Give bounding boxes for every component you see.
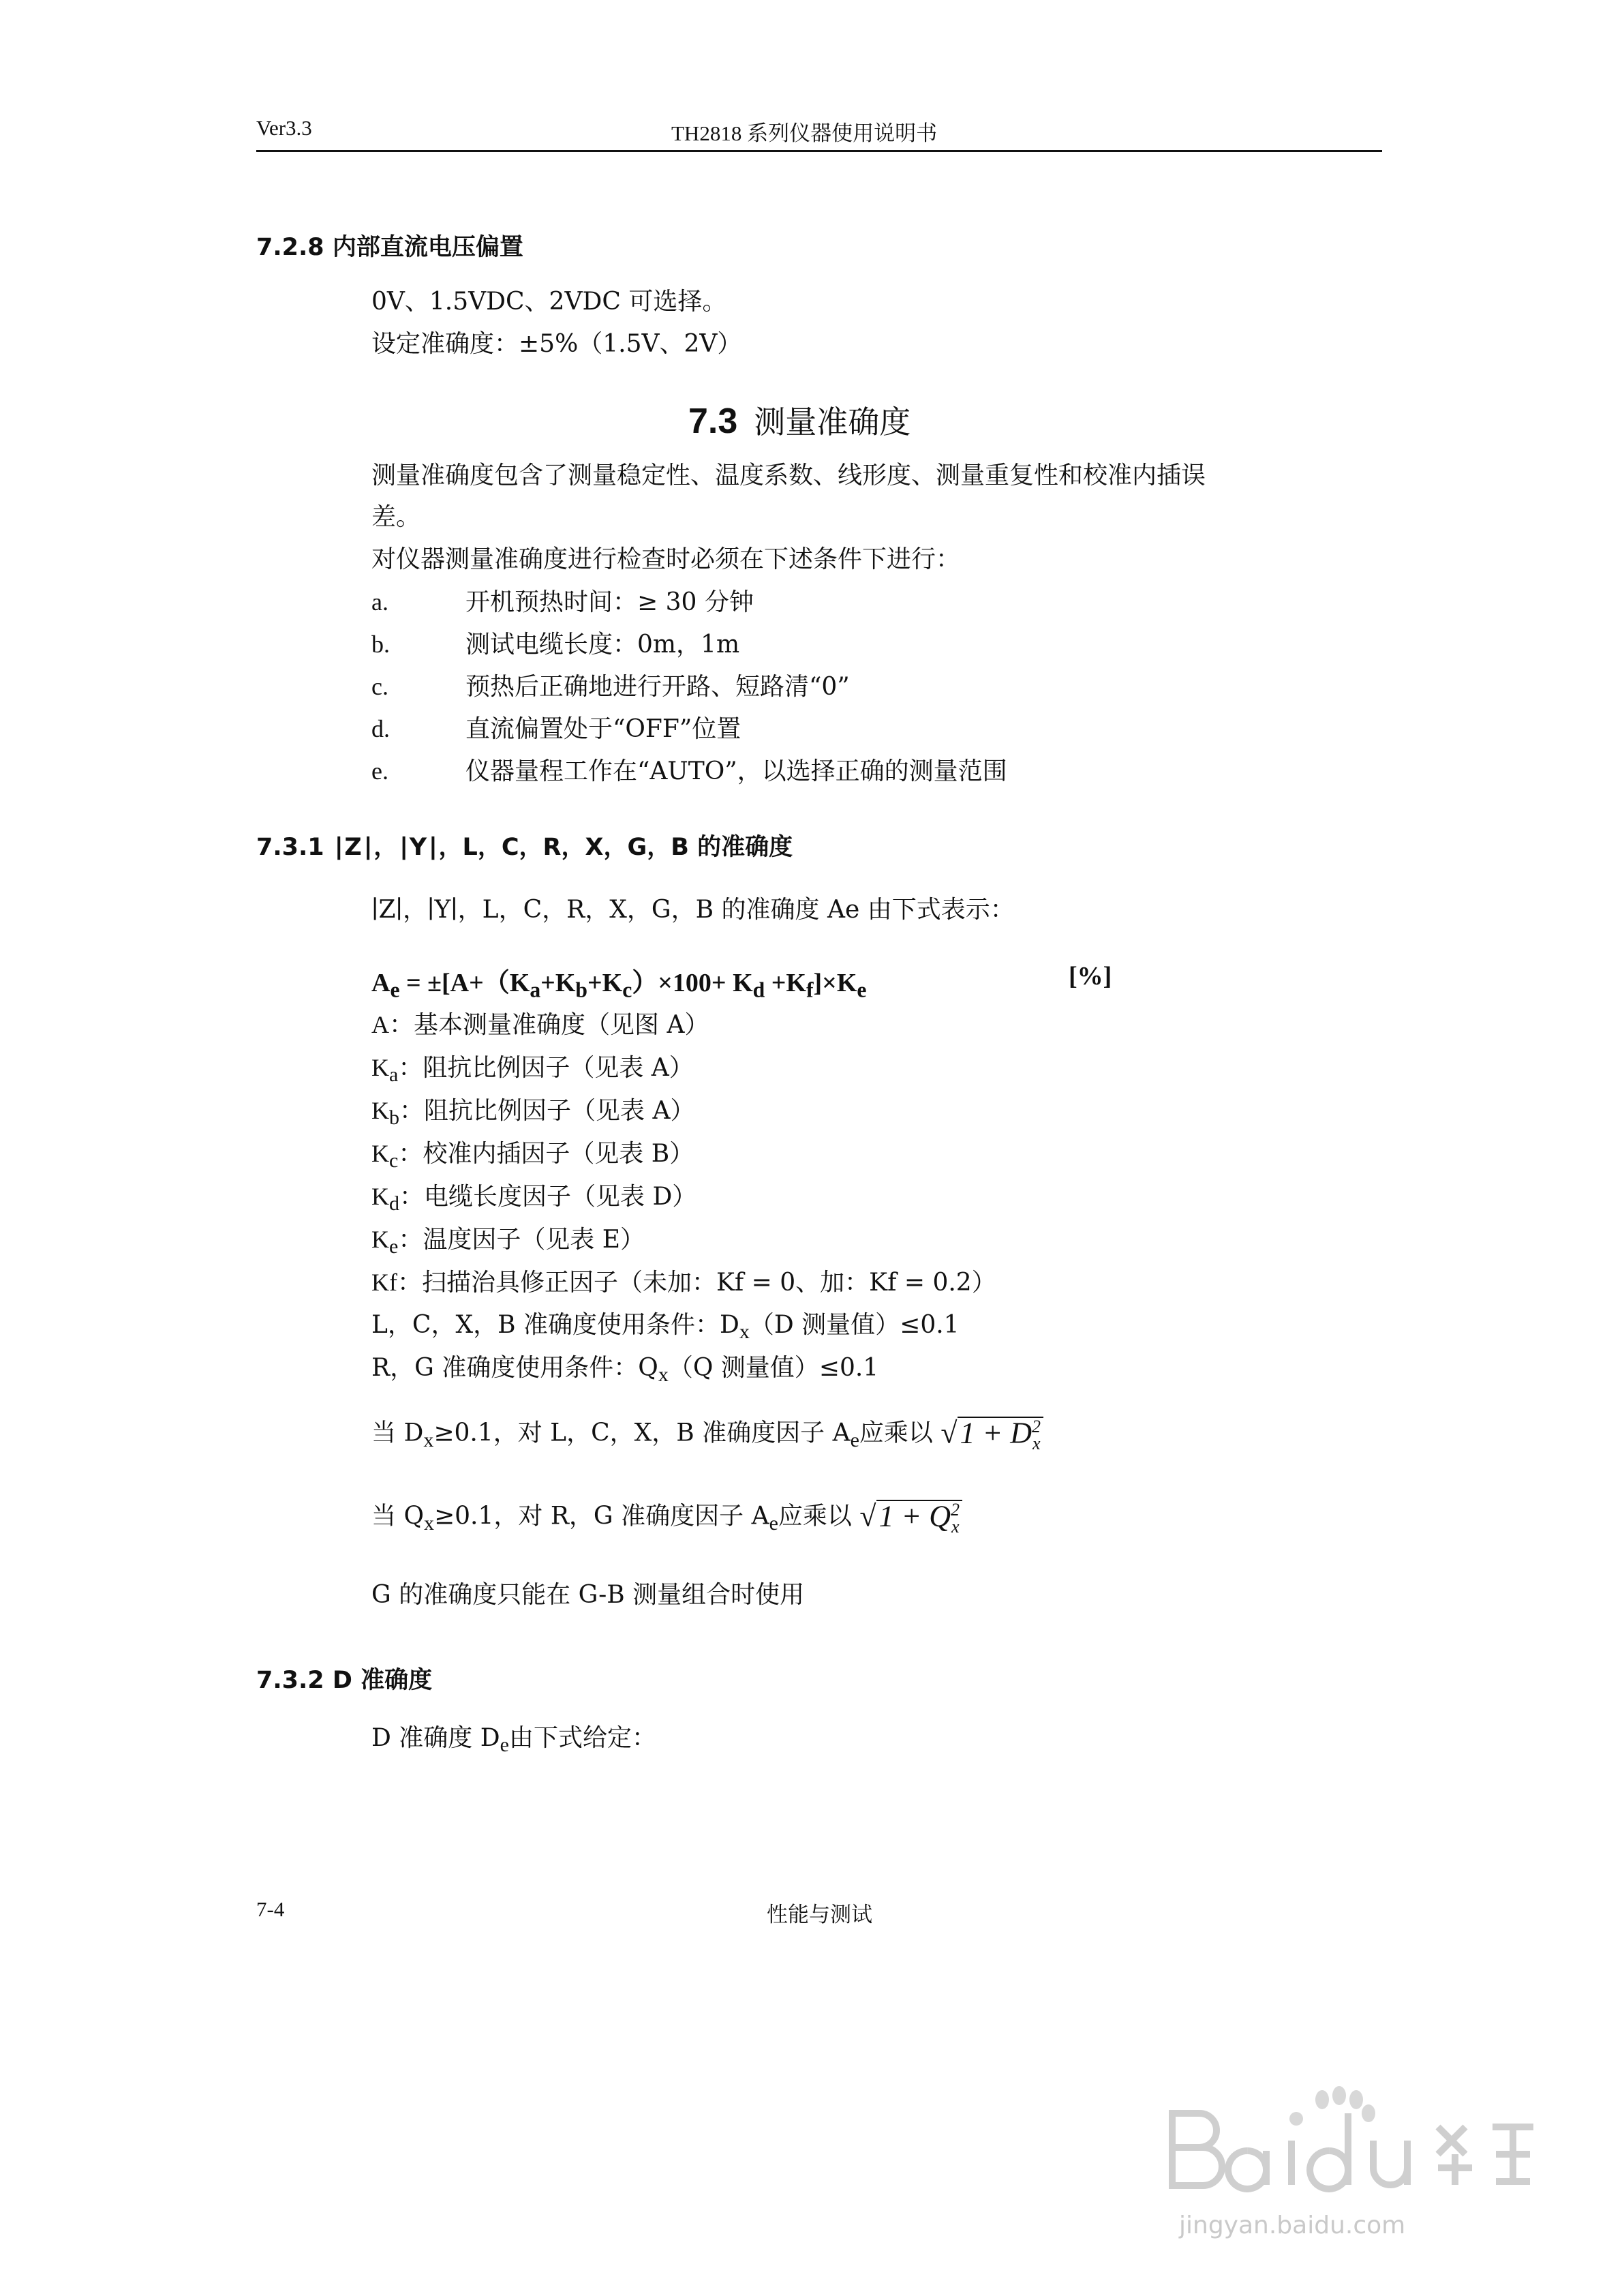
condition-item: e. 仪器量程工作在“AUTO”，以选择正确的测量范围: [371, 757, 1007, 785]
intro-paragraph-line1: 测量准确度包含了测量稳定性、温度系数、线形度、测量重复性和校准内插误: [371, 462, 1206, 489]
header-title: TH2818 系列仪器使用说明书: [671, 121, 938, 145]
section-heading-7-3-2: 7.3.2 D 准确度: [256, 1667, 433, 1694]
section-heading-7-2-8: 7.2.8 内部直流电压偏置: [256, 234, 523, 261]
formula-unit: [%]: [1069, 962, 1112, 991]
factor-definition: $K_d$：电缆长度因子（见表 D）: [371, 1183, 697, 1215]
factor-definition: $K_b$：阻抗比例因子（见表 A）: [371, 1097, 695, 1130]
section-heading-7-3: [688, 397, 911, 442]
factor-definition: $K_e$：温度因子（见表 E）: [371, 1226, 645, 1258]
d-correction-line: 当 $D_x\ge 0.1$，对 L，C，X，B 准确度因子 $A_e$应乘以 $√1 + D^2_x$: [371, 1417, 1043, 1453]
watermark-site: jingyan.baidu.com: [1179, 2211, 1406, 2239]
condition-item: d. 直流偏置处于“OFF”位置: [371, 715, 741, 743]
sqrt-1-plus-qx2: $√1 + Q^2_x$: [859, 1500, 962, 1536]
factor-definition: Kf：扫描治具修正因子（未加：Kf = 0、加：Kf = 0.2）: [371, 1269, 996, 1297]
condition-item: c. 预热后正确地进行开路、短路清“0”: [371, 673, 850, 701]
sqrt-1-plus-dx2: $√1 + D^2_x$: [940, 1417, 1043, 1453]
footer-chapter-title: 性能与测试: [767, 1903, 872, 1927]
accuracy-formula: $A_e = \pm[A+(K_a+K_b+K_c)\times 100+ K_d +K_f]\times K_e$: [371, 969, 867, 1002]
factor-definition: $K_a$：阻抗比例因子（见表 A）: [371, 1054, 694, 1087]
condition-item: b. 测试电缆长度：0m，1m: [371, 631, 740, 659]
section-title: 测量准确度: [754, 404, 911, 440]
section-heading-7-3-1: 7.3.1 ∣Z∣，∣Y∣，L，C，R，X，G，B 的准确度: [256, 834, 793, 861]
baidu-jingyan-watermark: [1152, 2086, 1561, 2263]
factor-definition: A：基本测量准确度（见图 A）: [371, 1011, 709, 1039]
baidu-logo-icon: [1152, 2086, 1561, 2202]
g-accuracy-note: G 的准确度只能在 G-B 测量组合时使用: [371, 1581, 805, 1609]
lcxb-condition: L，C，X，B 准确度使用条件：$D_x(D$ 测量值）≤0.1: [371, 1311, 960, 1344]
footer-page-number: 7-4: [256, 1897, 285, 1921]
section-number: 7.3: [688, 402, 738, 441]
header-version: Ver3.3: [256, 116, 312, 140]
accuracy-intro: ∣Z∣，∣Y∣，L，C，R，X，G，B 的准确度 Ae 由下式表示：: [371, 896, 1015, 924]
rg-condition: R，G 准确度使用条件：$Q_x(Q$ 测量值）≤0.1: [371, 1354, 879, 1387]
dc-bias-options: 0V、1.5VDC、2VDC 可选择。: [371, 288, 727, 316]
condition-item: a. 开机预热时间：≥ 30 分钟: [371, 588, 754, 616]
header-rule: [256, 150, 1382, 152]
intro-paragraph-line2: 差。: [371, 503, 421, 531]
dc-bias-accuracy: 设定准确度：±5%（1.5V、2V）: [371, 330, 742, 358]
q-correction-line: 当 $Q_x\ge 0.1$，对 R，G 准确度因子 $A_e$应乘以 $√1 + Q^2_x$: [371, 1500, 962, 1536]
factor-definition: $K_c$：校准内插因子（见表 B）: [371, 1140, 694, 1173]
conditions-intro: 对仪器测量准确度进行检查时必须在下述条件下进行：: [371, 545, 961, 573]
d-accuracy-intro: D 准确度 $D_e$由下式给定：: [371, 1724, 656, 1757]
